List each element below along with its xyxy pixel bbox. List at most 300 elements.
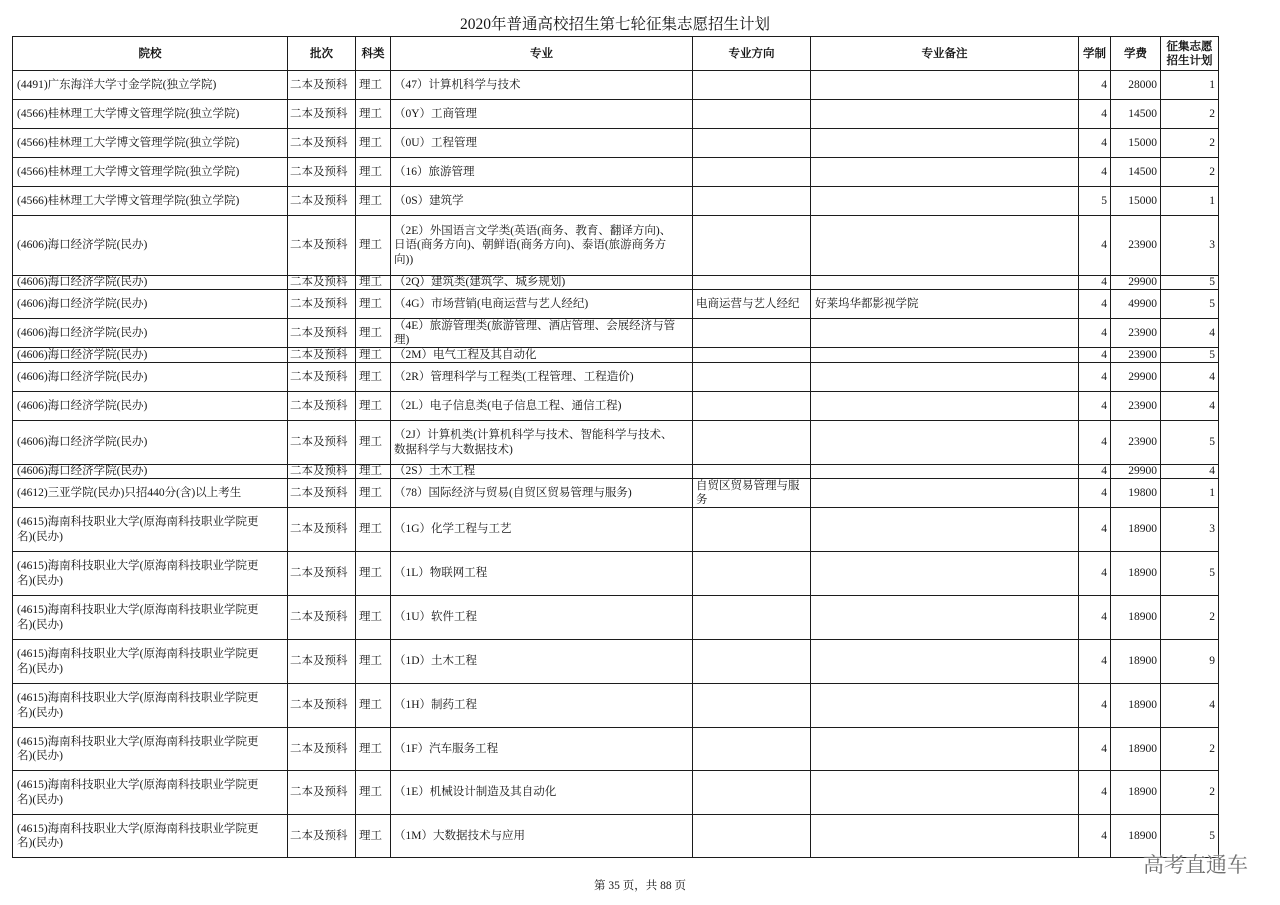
table-row xyxy=(13,815,1219,858)
tuition-text: 23900 xyxy=(1128,239,1157,252)
major-direction-text xyxy=(693,363,810,391)
duration-cell xyxy=(1079,552,1111,596)
major-note-cell xyxy=(811,728,1079,771)
major-direction-text xyxy=(693,216,810,275)
plan-count-cell xyxy=(1161,363,1219,392)
category-text: 理工 xyxy=(359,165,382,178)
major-direction-text xyxy=(693,771,810,814)
category-text: 理工 xyxy=(359,239,382,252)
plan-count-text: 9 xyxy=(1209,655,1215,668)
duration-cell xyxy=(1079,216,1111,276)
column-header-major xyxy=(391,37,693,71)
school-cell xyxy=(13,363,288,392)
major-direction-cell xyxy=(693,158,811,187)
major-text: （2L）电子信息类(电子信息工程、通信工程) xyxy=(394,399,622,412)
major-cell xyxy=(391,158,693,187)
major-direction-cell xyxy=(693,100,811,129)
table-row xyxy=(13,552,1219,596)
major-direction-cell xyxy=(693,684,811,728)
category-cell xyxy=(356,319,391,348)
major-cell xyxy=(391,290,693,319)
tuition-cell xyxy=(1111,276,1161,290)
tuition-text: 29900 xyxy=(1128,276,1157,289)
batch-cell xyxy=(288,100,356,129)
batch-text: 二本及预科 xyxy=(290,370,348,383)
duration-cell xyxy=(1079,392,1111,421)
tuition-text: 18900 xyxy=(1128,829,1157,842)
plan-count-cell xyxy=(1161,100,1219,129)
major-cell xyxy=(391,771,693,815)
major-cell xyxy=(391,319,693,348)
table-row xyxy=(13,100,1219,129)
duration-cell xyxy=(1079,479,1111,508)
table-body xyxy=(13,71,1219,858)
plan-count-text: 3 xyxy=(1209,239,1215,252)
tuition-text: 18900 xyxy=(1128,786,1157,799)
column-header-school xyxy=(13,37,288,71)
school-text: (4615)海南科技职业大学(原海南科技职业学院更名)(民办) xyxy=(17,648,259,675)
major-text: （1D）土木工程 xyxy=(394,655,478,668)
duration-text: 4 xyxy=(1101,436,1107,449)
batch-cell xyxy=(288,290,356,319)
major-direction-text xyxy=(693,508,810,551)
tuition-cell xyxy=(1111,319,1161,348)
tuition-cell xyxy=(1111,216,1161,276)
batch-text: 二本及预科 xyxy=(290,326,348,339)
duration-cell xyxy=(1079,508,1111,552)
duration-cell xyxy=(1079,421,1111,465)
plan-count-text: 4 xyxy=(1209,465,1215,478)
category-text: 理工 xyxy=(359,567,382,580)
major-note-cell xyxy=(811,552,1079,596)
major-note-text xyxy=(811,363,1078,391)
category-text: 理工 xyxy=(359,326,382,339)
major-note-cell xyxy=(811,479,1079,508)
duration-text: 4 xyxy=(1101,239,1107,252)
major-note-cell xyxy=(811,216,1079,276)
major-note-text xyxy=(811,129,1078,157)
major-direction-text xyxy=(693,552,810,595)
major-direction-cell xyxy=(693,363,811,392)
major-cell xyxy=(391,129,693,158)
tuition-text: 23900 xyxy=(1128,436,1157,449)
major-cell xyxy=(391,71,693,100)
batch-cell xyxy=(288,319,356,348)
column-header-plan-count-text: 征集志愿招生计划 xyxy=(1166,40,1213,67)
page-title: 2020年普通高校招生第七轮征集志愿招生计划 xyxy=(459,16,770,33)
batch-cell xyxy=(288,158,356,187)
major-note-text xyxy=(811,596,1078,639)
duration-cell xyxy=(1079,319,1111,348)
major-cell xyxy=(391,728,693,771)
duration-text: 4 xyxy=(1101,465,1107,478)
major-cell xyxy=(391,187,693,216)
table-row xyxy=(13,508,1219,552)
table-row xyxy=(13,479,1219,508)
major-cell xyxy=(391,465,693,479)
plan-count-text: 5 xyxy=(1209,567,1215,580)
major-cell xyxy=(391,276,693,290)
category-cell xyxy=(356,640,391,684)
column-header-plan-count xyxy=(1161,37,1219,71)
batch-cell xyxy=(288,276,356,290)
tuition-text: 18900 xyxy=(1128,742,1157,755)
tuition-text: 49900 xyxy=(1128,297,1157,310)
plan-count-cell xyxy=(1161,684,1219,728)
duration-cell xyxy=(1079,771,1111,815)
duration-text: 4 xyxy=(1101,399,1107,412)
major-text: （1G）化学工程与工艺 xyxy=(394,523,512,536)
duration-text: 4 xyxy=(1101,611,1107,624)
tuition-cell xyxy=(1111,290,1161,319)
major-direction-cell xyxy=(693,640,811,684)
column-header-category xyxy=(356,37,391,71)
school-cell xyxy=(13,421,288,465)
plan-count-cell xyxy=(1161,596,1219,640)
duration-cell xyxy=(1079,276,1111,290)
category-cell xyxy=(356,392,391,421)
category-text: 理工 xyxy=(359,370,382,383)
table-header xyxy=(13,37,1219,71)
category-text: 理工 xyxy=(359,136,382,149)
table-row xyxy=(13,728,1219,771)
category-cell xyxy=(356,216,391,276)
table-row xyxy=(13,290,1219,319)
category-cell xyxy=(356,552,391,596)
category-cell xyxy=(356,508,391,552)
plan-count-cell xyxy=(1161,640,1219,684)
major-text: （2R）管理科学与工程类(工程管理、工程造价) xyxy=(394,370,634,383)
school-text: (4606)海口经济学院(民办) xyxy=(17,239,148,252)
table-row xyxy=(13,348,1219,363)
school-text: (4566)桂林理工大学博文管理学院(独立学院) xyxy=(17,165,240,178)
table-header-row xyxy=(13,37,1219,71)
major-note-cell xyxy=(811,129,1079,158)
major-note-text xyxy=(811,392,1078,420)
major-direction-text xyxy=(693,596,810,639)
tuition-cell xyxy=(1111,129,1161,158)
duration-cell xyxy=(1079,640,1111,684)
major-direction-text xyxy=(693,465,810,478)
major-text: （0U）工程管理 xyxy=(394,136,478,149)
duration-text: 4 xyxy=(1101,276,1107,289)
batch-text: 二本及预科 xyxy=(290,194,348,207)
table-row xyxy=(13,596,1219,640)
plan-count-text: 2 xyxy=(1209,611,1215,624)
school-cell xyxy=(13,187,288,216)
category-cell xyxy=(356,465,391,479)
major-cell xyxy=(391,421,693,465)
plan-count-cell xyxy=(1161,465,1219,479)
tuition-cell xyxy=(1111,465,1161,479)
plan-count-cell xyxy=(1161,216,1219,276)
school-text: (4606)海口经济学院(民办) xyxy=(17,326,148,339)
school-cell xyxy=(13,552,288,596)
batch-cell xyxy=(288,421,356,465)
major-note-text xyxy=(811,815,1078,857)
duration-cell xyxy=(1079,596,1111,640)
school-text: (4606)海口经济学院(民办) xyxy=(17,276,148,289)
category-text: 理工 xyxy=(359,523,382,536)
category-cell xyxy=(356,100,391,129)
category-text: 理工 xyxy=(359,786,382,799)
tuition-text: 18900 xyxy=(1128,655,1157,668)
major-direction-text xyxy=(693,392,810,420)
duration-cell xyxy=(1079,290,1111,319)
batch-cell xyxy=(288,348,356,363)
major-note-cell xyxy=(811,158,1079,187)
plan-count-text: 5 xyxy=(1209,276,1215,289)
column-header-batch xyxy=(288,37,356,71)
major-text: （47）计算机科学与技术 xyxy=(394,78,521,91)
category-cell xyxy=(356,815,391,858)
watermark: 高考直通车 xyxy=(1143,854,1248,877)
tuition-cell xyxy=(1111,392,1161,421)
table-row xyxy=(13,392,1219,421)
major-text: （78）国际经济与贸易(自贸区贸易管理与服务) xyxy=(394,486,632,499)
major-note-text xyxy=(811,421,1078,464)
duration-cell xyxy=(1079,158,1111,187)
duration-text: 4 xyxy=(1101,370,1107,383)
major-direction-cell xyxy=(693,129,811,158)
major-note-cell xyxy=(811,684,1079,728)
major-direction-cell xyxy=(693,216,811,276)
tuition-text: 29900 xyxy=(1128,465,1157,478)
duration-text: 4 xyxy=(1101,699,1107,712)
major-direction-cell xyxy=(693,290,811,319)
duration-cell xyxy=(1079,71,1111,100)
tuition-cell xyxy=(1111,348,1161,363)
duration-text: 4 xyxy=(1101,326,1107,339)
column-header-duration xyxy=(1079,37,1111,71)
column-header-school-text: 院校 xyxy=(138,47,162,60)
major-cell xyxy=(391,552,693,596)
duration-text: 4 xyxy=(1101,786,1107,799)
plan-count-cell xyxy=(1161,815,1219,858)
plan-count-cell xyxy=(1161,392,1219,421)
category-cell xyxy=(356,348,391,363)
plan-count-text: 2 xyxy=(1209,107,1215,120)
school-text: (4615)海南科技职业大学(原海南科技职业学院更名)(民办) xyxy=(17,779,259,806)
column-header-major-text: 专业 xyxy=(530,47,553,60)
major-note-text xyxy=(811,684,1078,727)
major-direction-text xyxy=(693,421,810,464)
plan-count-text: 5 xyxy=(1209,297,1215,310)
plan-count-text: 4 xyxy=(1209,326,1215,339)
batch-cell xyxy=(288,216,356,276)
duration-cell xyxy=(1079,465,1111,479)
table-row xyxy=(13,187,1219,216)
major-text: （1H）制药工程 xyxy=(394,699,478,712)
plan-count-cell xyxy=(1161,319,1219,348)
plan-count-text: 5 xyxy=(1209,829,1215,842)
table-row xyxy=(13,363,1219,392)
duration-cell xyxy=(1079,348,1111,363)
school-text: (4566)桂林理工大学博文管理学院(独立学院) xyxy=(17,136,240,149)
major-note-cell xyxy=(811,640,1079,684)
table-row xyxy=(13,276,1219,290)
school-text: (4606)海口经济学院(民办) xyxy=(17,370,148,383)
school-cell xyxy=(13,100,288,129)
batch-text: 二本及预科 xyxy=(290,239,348,252)
batch-text: 二本及预科 xyxy=(290,465,348,478)
plan-count-text: 4 xyxy=(1209,370,1215,383)
table-row xyxy=(13,216,1219,276)
batch-text: 二本及预科 xyxy=(290,436,348,449)
major-direction-text: 电商运营与艺人经纪 xyxy=(696,297,800,310)
column-header-tuition xyxy=(1111,37,1161,71)
major-direction-cell xyxy=(693,728,811,771)
plan-count-text: 1 xyxy=(1209,486,1215,499)
major-direction-text xyxy=(693,640,810,683)
batch-text: 二本及预科 xyxy=(290,655,348,668)
tuition-text: 18900 xyxy=(1128,567,1157,580)
plan-count-cell xyxy=(1161,129,1219,158)
major-note-cell xyxy=(811,319,1079,348)
school-cell xyxy=(13,508,288,552)
batch-text: 二本及预科 xyxy=(290,165,348,178)
plan-count-cell xyxy=(1161,187,1219,216)
batch-text: 二本及预科 xyxy=(290,297,348,310)
major-text: （1F）汽车服务工程 xyxy=(394,742,499,755)
column-header-duration-text: 学制 xyxy=(1083,47,1106,60)
plan-count-text: 4 xyxy=(1209,699,1215,712)
column-header-batch-text: 批次 xyxy=(310,47,333,60)
major-text: （4G）市场营销(电商运营与艺人经纪) xyxy=(394,297,589,310)
tuition-cell xyxy=(1111,71,1161,100)
table-row xyxy=(13,71,1219,100)
major-cell xyxy=(391,392,693,421)
plan-count-cell xyxy=(1161,728,1219,771)
batch-cell xyxy=(288,508,356,552)
batch-cell xyxy=(288,392,356,421)
major-direction-cell xyxy=(693,479,811,508)
category-text: 理工 xyxy=(359,276,382,289)
category-cell xyxy=(356,684,391,728)
category-cell xyxy=(356,363,391,392)
major-direction-cell xyxy=(693,348,811,363)
school-cell xyxy=(13,815,288,858)
tuition-text: 23900 xyxy=(1128,348,1157,361)
major-note-text xyxy=(811,319,1078,347)
school-text: (4606)海口经济学院(民办) xyxy=(17,399,148,412)
duration-text: 4 xyxy=(1101,655,1107,668)
tuition-cell xyxy=(1111,158,1161,187)
plan-count-cell xyxy=(1161,290,1219,319)
batch-cell xyxy=(288,815,356,858)
batch-text: 二本及预科 xyxy=(290,567,348,580)
school-text: (4615)海南科技职业大学(原海南科技职业学院更名)(民办) xyxy=(17,604,259,631)
major-direction-text xyxy=(693,319,810,347)
school-text: (4566)桂林理工大学博文管理学院(独立学院) xyxy=(17,107,240,120)
batch-text: 二本及预科 xyxy=(290,78,348,91)
major-cell xyxy=(391,479,693,508)
major-direction-cell xyxy=(693,71,811,100)
major-cell xyxy=(391,508,693,552)
batch-text: 二本及预科 xyxy=(290,486,348,499)
category-text: 理工 xyxy=(359,486,382,499)
major-note-text xyxy=(811,276,1078,289)
tuition-text: 14500 xyxy=(1128,165,1157,178)
school-text: (4615)海南科技职业大学(原海南科技职业学院更名)(民办) xyxy=(17,692,259,719)
column-header-major-direction xyxy=(693,37,811,71)
school-text: (4606)海口经济学院(民办) xyxy=(17,436,148,449)
duration-cell xyxy=(1079,100,1111,129)
category-cell xyxy=(356,129,391,158)
plan-count-text: 2 xyxy=(1209,786,1215,799)
major-note-text xyxy=(811,348,1078,362)
major-direction-text xyxy=(693,187,810,215)
major-direction-cell xyxy=(693,465,811,479)
major-note-text xyxy=(811,100,1078,128)
tuition-text: 18900 xyxy=(1128,611,1157,624)
major-direction-text xyxy=(693,129,810,157)
tuition-cell xyxy=(1111,479,1161,508)
school-cell xyxy=(13,640,288,684)
tuition-text: 19800 xyxy=(1128,486,1157,499)
major-direction-cell xyxy=(693,815,811,858)
tuition-text: 15000 xyxy=(1128,136,1157,149)
plan-count-text: 5 xyxy=(1209,348,1215,361)
major-note-cell xyxy=(811,100,1079,129)
major-note-cell xyxy=(811,596,1079,640)
major-cell xyxy=(391,640,693,684)
category-cell xyxy=(356,71,391,100)
major-direction-text xyxy=(693,684,810,727)
major-text: （1U）软件工程 xyxy=(394,611,478,624)
category-text: 理工 xyxy=(359,297,382,310)
school-cell xyxy=(13,129,288,158)
school-cell xyxy=(13,348,288,363)
tuition-cell xyxy=(1111,100,1161,129)
plan-count-text: 4 xyxy=(1209,399,1215,412)
tuition-cell xyxy=(1111,815,1161,858)
category-cell xyxy=(356,187,391,216)
plan-count-cell xyxy=(1161,771,1219,815)
tuition-text: 28000 xyxy=(1128,78,1157,91)
batch-cell xyxy=(288,479,356,508)
major-direction-text xyxy=(693,815,810,857)
school-cell xyxy=(13,771,288,815)
major-direction-cell xyxy=(693,421,811,465)
plan-count-text: 2 xyxy=(1209,136,1215,149)
duration-cell xyxy=(1079,815,1111,858)
batch-cell xyxy=(288,596,356,640)
major-direction-cell xyxy=(693,187,811,216)
major-direction-cell xyxy=(693,392,811,421)
major-direction-text xyxy=(693,158,810,186)
column-header-major-note-text: 专业备注 xyxy=(921,47,968,60)
plan-count-text: 1 xyxy=(1209,194,1215,207)
duration-text: 4 xyxy=(1101,486,1107,499)
school-text: (4606)海口经济学院(民办) xyxy=(17,297,148,310)
tuition-cell xyxy=(1111,640,1161,684)
major-text: （16）旅游管理 xyxy=(394,165,475,178)
school-text: (4606)海口经济学院(民办) xyxy=(17,465,148,478)
duration-text: 4 xyxy=(1101,297,1107,310)
plan-count-cell xyxy=(1161,276,1219,290)
school-text: (4491)广东海洋大学寸金学院(独立学院) xyxy=(17,78,217,91)
category-text: 理工 xyxy=(359,107,382,120)
plan-count-cell xyxy=(1161,508,1219,552)
table-row xyxy=(13,129,1219,158)
table-row xyxy=(13,319,1219,348)
category-text: 理工 xyxy=(359,742,382,755)
major-cell xyxy=(391,100,693,129)
duration-cell xyxy=(1079,684,1111,728)
table-row xyxy=(13,158,1219,187)
duration-text: 5 xyxy=(1101,194,1107,207)
